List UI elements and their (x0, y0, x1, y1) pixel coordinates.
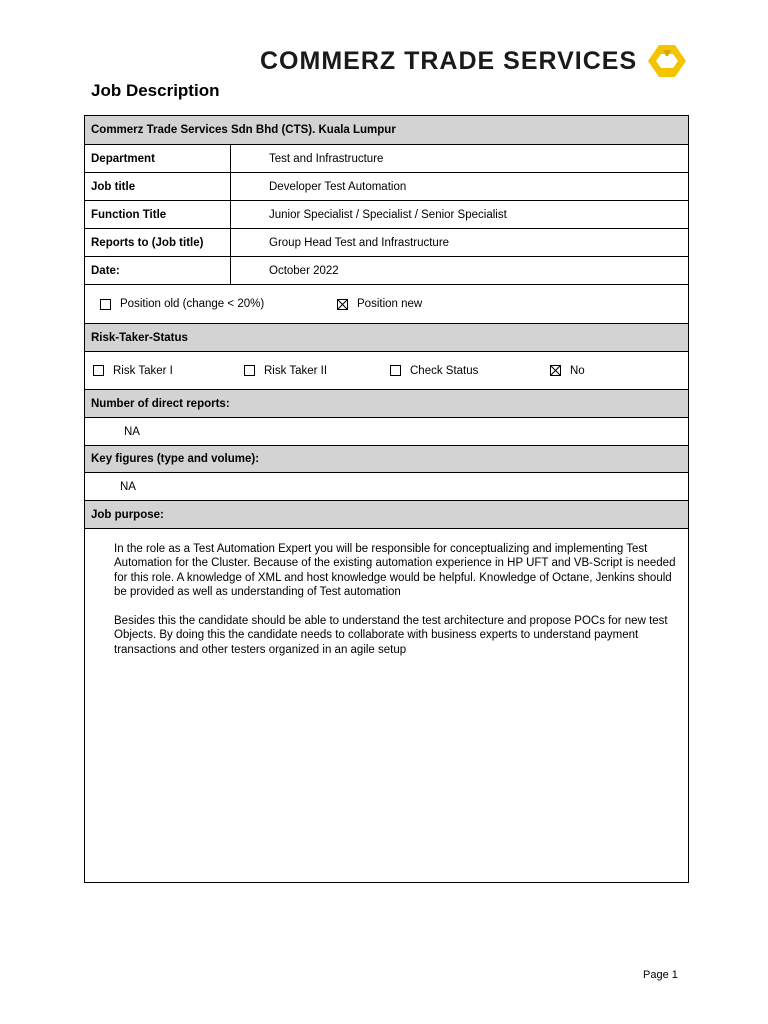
detail-row-job-title (85, 173, 688, 201)
page-number: Page 1 (643, 969, 678, 981)
company-row (85, 116, 688, 145)
key-figures-value-row (85, 473, 688, 501)
job-purpose-heading: Job purpose: (91, 508, 164, 521)
risk-no-label: No (570, 364, 585, 377)
risk-taker-heading: Risk-Taker-Status (91, 331, 188, 344)
risk-taker-options-row (85, 352, 688, 390)
key-figures-heading: Key figures (type and volume): (91, 453, 260, 465)
risk-taker-1-label: Risk Taker I (113, 364, 173, 377)
check-status-label: Check Status (410, 364, 479, 377)
detail-row-date (85, 257, 688, 285)
risk-taker-1-option[interactable] (93, 365, 173, 377)
position-new-checkbox[interactable] (337, 299, 348, 310)
detail-value: Developer Test Automation (269, 180, 407, 193)
job-purpose-heading-row (85, 501, 688, 529)
check-status-option[interactable] (390, 365, 478, 377)
direct-reports-value: NA (124, 425, 140, 438)
detail-label: Reports to (Job title) (85, 229, 231, 256)
risk-taker-2-checkbox[interactable] (244, 365, 255, 376)
risk-taker-2-option[interactable] (244, 365, 327, 377)
risk-taker-heading-row (85, 324, 688, 352)
job-purpose-paragraph: In the role as a Test Automation Expert you will be responsible for conceptualizing and implementing Test Automation for the Cluster. Because of the existing automation experience in HP UFT and VB-Script is needed for this role. A knowledge of XML and host knowledge would be helpful. Knowledge of Octane, Jenkins should be provided as well as understanding of Test automation (114, 543, 676, 598)
detail-label: Department (85, 145, 231, 172)
detail-value: Junior Specialist / Specialist / Senior Specialist (269, 208, 507, 221)
position-new-label: Position new (357, 298, 423, 310)
direct-reports-heading: Number of direct reports: (91, 397, 230, 410)
detail-row-reports-to (85, 229, 688, 257)
job-description-form (84, 115, 689, 883)
position-row (85, 285, 688, 324)
document-title: Job Description (91, 81, 220, 100)
detail-label: Function Title (85, 201, 231, 228)
detail-value: October 2022 (269, 264, 339, 277)
direct-reports-value-row (85, 418, 688, 446)
risk-taker-1-checkbox[interactable] (93, 365, 104, 376)
direct-reports-heading-row (85, 390, 688, 418)
job-purpose-paragraph: Besides this the candidate should be able to understand the test architecture and propose POCs for new test Objects. By doing this the candidate needs to collaborate with business experts to understand payment transactions and other testers organized in an agile setup (114, 615, 668, 656)
position-old-checkbox[interactable] (100, 299, 111, 310)
position-new-option[interactable] (337, 298, 422, 310)
risk-taker-2-label: Risk Taker II (264, 364, 328, 377)
detail-value: Test and Infrastructure (269, 152, 384, 165)
key-figures-value: NA (120, 480, 136, 493)
brand-name: COMMERZ TRADE SERVICES (260, 46, 638, 75)
detail-row-function-title (85, 201, 688, 229)
check-status-checkbox[interactable] (390, 365, 401, 376)
position-old-option[interactable] (100, 298, 264, 310)
risk-no-checkbox[interactable] (550, 365, 561, 376)
job-purpose-text (114, 542, 684, 672)
brand-header (260, 44, 687, 78)
key-figures-heading-row (85, 446, 688, 473)
position-old-label: Position old (change < 20%) (120, 298, 265, 310)
yellow-ribbon-logo-icon (647, 44, 687, 78)
detail-label: Date: (85, 257, 231, 284)
risk-no-option[interactable] (550, 365, 585, 377)
detail-label: Job title (85, 173, 231, 200)
detail-value: Group Head Test and Infrastructure (269, 236, 450, 249)
company-name: Commerz Trade Services Sdn Bhd (CTS). Kuala Lumpur (91, 124, 396, 136)
detail-row-department (85, 145, 688, 173)
